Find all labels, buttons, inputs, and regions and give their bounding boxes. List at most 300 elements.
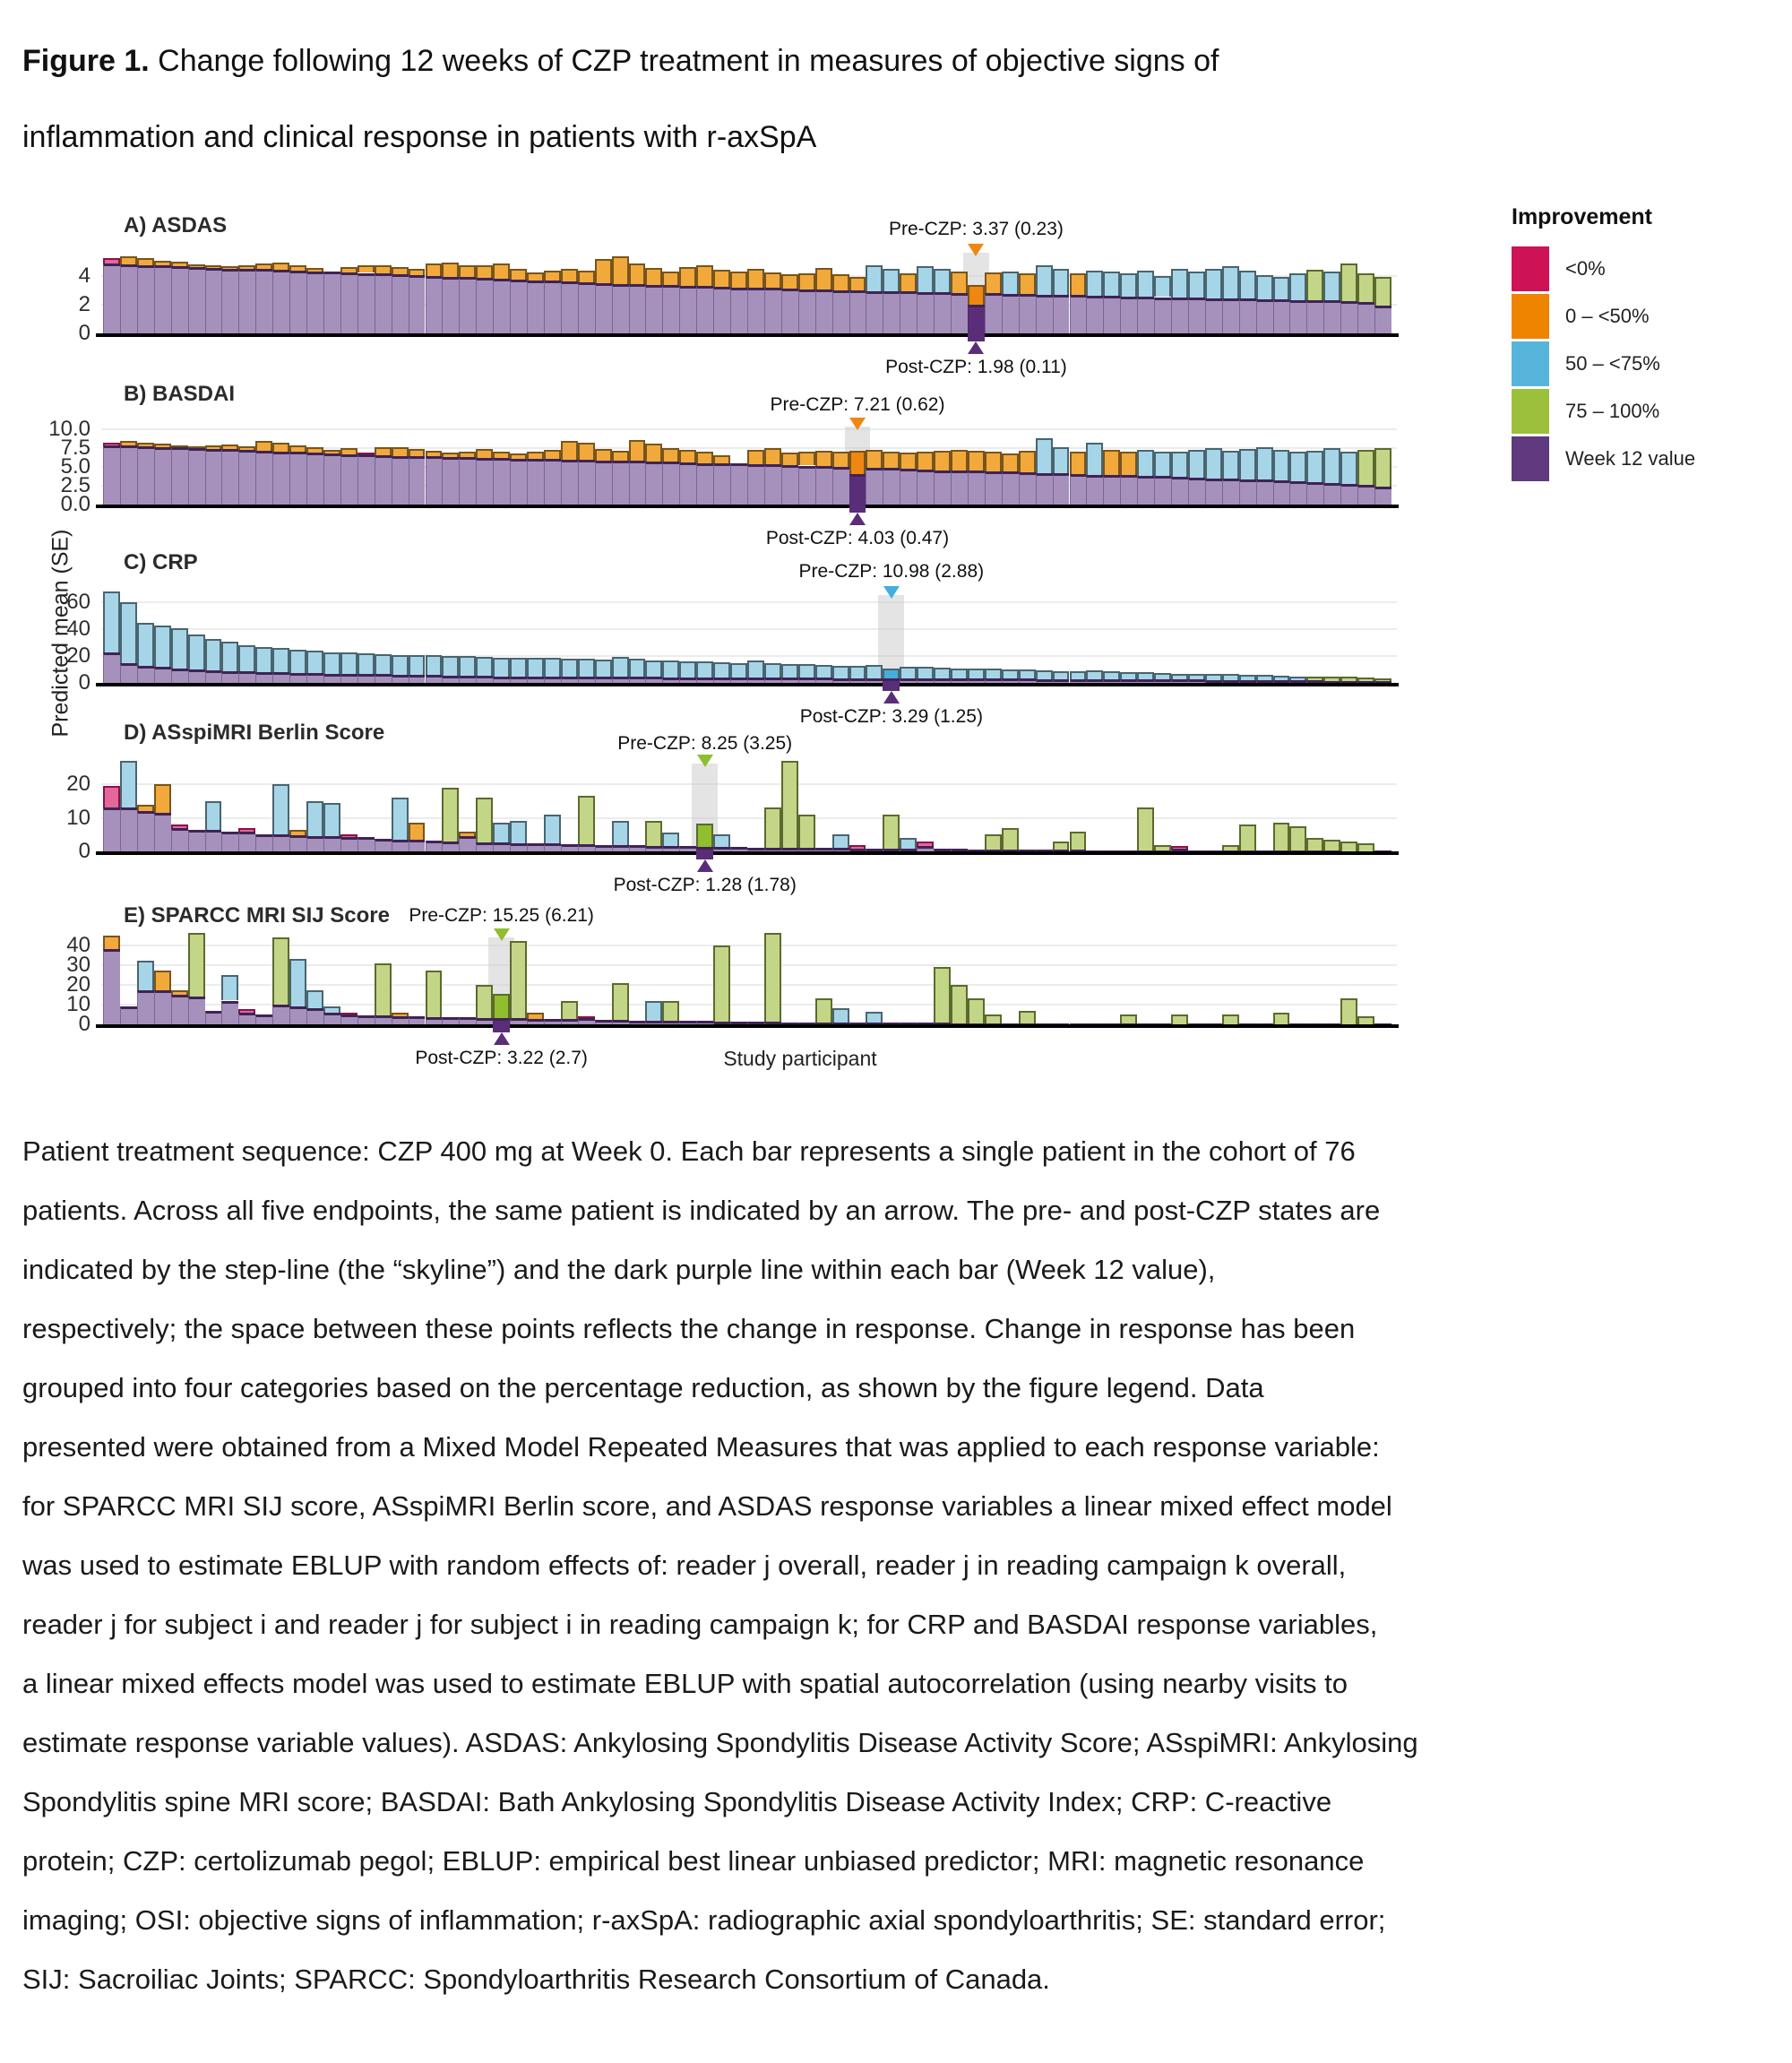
bar-week12-segment: [781, 465, 798, 505]
bar-week12-segment: [392, 675, 409, 683]
bar-week12-segment: [323, 1013, 340, 1024]
bar-change-segment: [409, 449, 426, 456]
bar-week12-segment: [238, 269, 255, 333]
post-czp-arrow-icon: [494, 1032, 510, 1045]
bar-change-segment: [426, 451, 443, 457]
bar-change-segment: [866, 265, 883, 291]
bar-week12-segment: [358, 454, 375, 505]
bar-week12-segment: [1374, 306, 1391, 333]
bar-change-segment: [340, 448, 358, 454]
bar-change-segment: [1171, 1014, 1188, 1024]
bar-week12-segment: [306, 1008, 323, 1024]
bar-change-segment: [171, 824, 188, 828]
y-tick-label: 2.5: [60, 473, 90, 498]
bar-change-segment: [849, 845, 866, 849]
bar-change-segment: [1086, 271, 1103, 296]
bar-change-segment: [442, 263, 459, 276]
bar-change-segment: [883, 452, 900, 468]
bar-week12-segment: [578, 1018, 595, 1024]
bar-change-segment: [323, 803, 340, 837]
bar-change-segment: [1019, 451, 1036, 472]
bar-week12-segment: [1239, 479, 1256, 505]
bar-week12-segment: [272, 834, 289, 851]
bar-change-segment: [866, 1012, 883, 1023]
bar-week12-segment: [1086, 475, 1103, 505]
bar-change-segment: [595, 259, 612, 283]
bar-week12-segment: [426, 456, 443, 505]
bar-week12-segment: [289, 452, 306, 505]
bar-week12-segment: [510, 677, 527, 684]
bar-change-segment: [713, 662, 730, 678]
bar-week12-segment: [409, 840, 426, 851]
bar-change-segment: [934, 451, 951, 470]
bar-week12-segment: [595, 677, 612, 683]
bar-change-segment: [544, 450, 561, 459]
bar-change-segment: [900, 273, 917, 291]
bar-change-segment: [832, 1008, 849, 1023]
bar-week12-segment: [426, 841, 443, 851]
bar-week12-segment: [527, 843, 544, 851]
bar-change-segment: [900, 838, 917, 849]
panel-label-basdai: B) BASDAI: [124, 382, 235, 406]
bar-week12-segment: [238, 450, 255, 505]
caption-line: a linear mixed effects model was used to estimate EBLUP with spatial autocorrelation (using nearby visits to: [22, 1668, 1348, 1699]
bar-week12-segment: [510, 1018, 527, 1024]
bar-week12-segment: [1306, 482, 1323, 505]
bar-change-segment: [476, 985, 493, 1018]
bar-week12-segment: [1289, 481, 1306, 505]
bar-change-segment: [103, 443, 120, 445]
bar-change-segment: [272, 937, 289, 1005]
bar-week12-segment: [409, 1016, 426, 1024]
bar-week12-segment: [696, 463, 713, 505]
y-tick-label: 20: [66, 971, 90, 997]
legend-label-0-50: 0 – <50%: [1565, 304, 1650, 327]
bar-change-segment: [1340, 842, 1357, 851]
bar-week12-segment: [832, 467, 849, 505]
bar-change-segment: [1323, 840, 1340, 850]
bar-week12-segment: [103, 263, 120, 333]
bar-week12-segment: [1323, 300, 1340, 333]
y-tick-label: 2: [78, 291, 90, 316]
legend-item-0-50: [1512, 292, 1780, 340]
bar-change-segment: [883, 269, 900, 291]
bar-change-segment: [1053, 269, 1070, 295]
bar-change-segment: [951, 985, 968, 1023]
bar-change-segment: [1273, 277, 1290, 299]
bar-change-segment: [629, 263, 646, 284]
bar-change-segment: [951, 450, 968, 470]
bar-change-segment: [696, 265, 713, 287]
bar-change-segment: [289, 650, 306, 673]
bar-change-segment: [798, 452, 815, 465]
gridline: [101, 628, 1397, 630]
bar-week12-segment: [120, 445, 137, 505]
bar-change-segment: [205, 445, 222, 449]
bar-change-segment: [340, 652, 358, 673]
bar-week12-segment: [442, 457, 459, 505]
bar-change-segment: [645, 268, 662, 285]
bar-change-segment: [747, 660, 764, 678]
bar-change-segment: [1222, 1014, 1239, 1024]
post-czp-label: Post-CZP: 4.03 (0.47): [765, 528, 950, 548]
bar-change-segment: [340, 1013, 358, 1014]
bar-week12-segment: [188, 669, 205, 683]
bar-change-segment: [272, 648, 289, 672]
bar-week12-segment: [306, 453, 323, 505]
y-tick-label: 0: [78, 321, 90, 345]
bar-week12-segment: [255, 672, 272, 683]
bar-change-segment: [730, 272, 747, 288]
bar-week12-segment: [561, 460, 578, 505]
bar-change-segment: [426, 655, 443, 675]
bar-change-segment: [1002, 272, 1019, 294]
pre-czp-arrow-icon: [849, 418, 866, 430]
bar-change-segment: [1273, 1013, 1290, 1024]
bar-week12-segment: [137, 265, 154, 333]
bar-change-segment: [527, 272, 544, 281]
legend-swatch-blue: [1512, 341, 1549, 386]
bar-change-segment: [1306, 451, 1323, 482]
bar-change-segment: [289, 265, 306, 271]
bar-change-segment: [1357, 450, 1374, 485]
bar-change-segment: [154, 444, 171, 447]
bar-change-segment: [1340, 263, 1357, 301]
bar-week12-segment: [340, 272, 358, 333]
bar-week12-segment: [171, 828, 188, 851]
bar-change-segment: [1137, 271, 1154, 297]
bar-change-segment: [375, 963, 392, 1016]
bar-change-segment: [120, 602, 137, 663]
bar-week12-segment: [866, 468, 883, 505]
y-tick-label: 20: [66, 643, 90, 668]
bar-week12-segment: [306, 836, 323, 851]
bar-week12-segment: [358, 1015, 375, 1024]
x-axis-line: [96, 333, 1399, 337]
bar-change-segment: [137, 961, 154, 990]
pre-czp-label: Pre-CZP: 7.21 (0.62): [770, 394, 945, 415]
bar-change-segment: [493, 823, 510, 842]
bar-week12-segment: [137, 446, 154, 505]
bar-change-segment: [1086, 443, 1103, 474]
bar-week12-segment: [1222, 298, 1239, 333]
bar-change-segment: [1070, 832, 1087, 850]
bar-change-segment: [1222, 845, 1239, 850]
bar-change-segment: [849, 277, 866, 291]
bar-week12-segment: [205, 1011, 222, 1024]
post-czp-arrow-icon: [883, 691, 900, 703]
bar-week12-segment: [832, 290, 849, 333]
bar-change-segment: [459, 656, 476, 676]
post-czp-tab: [883, 683, 900, 691]
y-axis-label: Predicted mean (SE): [47, 529, 73, 738]
bar-change-segment: [340, 834, 358, 836]
bar-change-segment: [120, 441, 137, 445]
bar-week12-segment: [358, 273, 375, 334]
bar-week12-segment: [459, 836, 476, 851]
bar-week12-segment: [510, 459, 527, 505]
figure-title-line2: inflammation and clinical response in patients with r-axSpA: [22, 120, 817, 154]
bar-change-segment: [103, 786, 120, 807]
y-tick-label: 4: [78, 263, 90, 288]
bar-change-segment: [1070, 273, 1087, 296]
bar-change-segment: [781, 664, 798, 678]
bar-change-segment: [764, 448, 781, 464]
bar-week12-segment: [1289, 300, 1306, 333]
bar-week12-segment: [205, 670, 222, 683]
caption-line: estimate response variable values). ASDAS: Ankylosing Spondylitis Disease Activity Score; ASspiMRI: Ankylosing: [22, 1727, 1418, 1758]
post-czp-tab: [849, 505, 866, 513]
bar-week12-segment: [849, 474, 866, 505]
bar-week12-segment: [375, 674, 392, 683]
bar-change-segment: [561, 269, 578, 281]
bar-week12-segment: [934, 292, 951, 333]
bar-week12-segment: [120, 1006, 137, 1024]
bar-week12-segment: [493, 677, 510, 684]
bar-week12-segment: [171, 266, 188, 333]
bar-change-segment: [493, 263, 510, 279]
bar-week12-segment: [968, 305, 985, 333]
bar-change-segment: [1154, 452, 1171, 477]
bar-week12-segment: [917, 470, 934, 505]
bar-change-segment: [1289, 273, 1306, 299]
bar-week12-segment: [171, 669, 188, 684]
bar-week12-segment: [764, 464, 781, 505]
bar-week12-segment: [798, 289, 815, 334]
bar-change-segment: [713, 455, 730, 464]
bar-change-segment: [629, 659, 646, 677]
bar-week12-segment: [103, 949, 120, 1024]
bar-change-segment: [917, 842, 934, 847]
bar-week12-segment: [1374, 487, 1391, 505]
bar-change-segment: [561, 1001, 578, 1020]
bar-week12-segment: [1357, 302, 1374, 333]
bar-week12-segment: [289, 1006, 306, 1024]
bar-week12-segment: [662, 462, 679, 505]
bar-week12-segment: [764, 288, 781, 333]
bar-change-segment: [375, 654, 392, 675]
bar-change-segment: [595, 660, 612, 677]
bar-change-segment: [409, 823, 426, 840]
bar-change-segment: [1171, 674, 1188, 680]
bar-week12-segment: [289, 271, 306, 333]
bar-week12-segment: [1188, 478, 1205, 505]
bar-week12-segment: [696, 286, 713, 333]
bar-change-segment: [1053, 671, 1070, 679]
bar-change-segment: [358, 453, 375, 454]
bar-change-segment: [1086, 670, 1103, 679]
bar-week12-segment: [798, 466, 815, 505]
bar-week12-segment: [493, 279, 510, 333]
bar-change-segment: [1222, 451, 1239, 479]
bar-change-segment: [323, 450, 340, 453]
post-czp-tab: [696, 851, 713, 859]
bar-week12-segment: [409, 456, 426, 505]
bar-week12-segment: [527, 677, 544, 684]
pre-czp-arrow-icon: [968, 244, 984, 256]
bar-week12-segment: [238, 832, 255, 852]
bar-week12-segment: [713, 463, 730, 505]
bar-change-segment: [747, 269, 764, 287]
bar-change-segment: [306, 447, 323, 453]
bar-change-segment: [832, 834, 849, 848]
bar-change-segment: [238, 1009, 255, 1012]
figure-number: Figure 1.: [22, 44, 150, 78]
bar-week12-segment: [205, 449, 222, 505]
bar-week12-segment: [629, 461, 646, 505]
bar-change-segment: [1374, 277, 1391, 305]
legend-title: Improvement: [1512, 204, 1652, 229]
bar-week12-segment: [883, 291, 900, 333]
bar-change-segment: [221, 445, 238, 449]
bar-change-segment: [476, 265, 493, 278]
bar-change-segment: [120, 256, 137, 264]
bar-change-segment: [1188, 674, 1205, 680]
post-czp-tab: [493, 1024, 510, 1032]
post-czp-label: Post-CZP: 1.28 (1.78): [613, 875, 797, 895]
caption-line: imaging; OSI: objective signs of inflammation; r-axSpA: radiographic axial spondyloarthritis; SE: standard error;: [22, 1904, 1386, 1936]
bar-week12-segment: [849, 290, 866, 333]
pre-czp-arrow-icon: [697, 755, 713, 767]
bar-change-segment: [679, 267, 696, 286]
bar-change-segment: [510, 941, 527, 1018]
bar-change-segment: [272, 263, 289, 270]
bar-week12-segment: [409, 275, 426, 333]
bar-week12-segment: [171, 995, 188, 1024]
bar-week12-segment: [306, 272, 323, 333]
bar-week12-segment: [272, 1005, 289, 1024]
bar-week12-segment: [459, 676, 476, 683]
bar-change-segment: [662, 448, 679, 462]
y-tick-label: 0: [78, 670, 90, 695]
bar-week12-segment: [1306, 300, 1323, 333]
bar-change-segment: [713, 945, 730, 1022]
bar-change-segment: [137, 258, 154, 264]
legend-swatch-orange: [1512, 294, 1549, 339]
bar-week12-segment: [1120, 475, 1137, 505]
bar-week12-segment: [1070, 295, 1087, 333]
y-tick-label: 0.0: [60, 492, 90, 516]
bar-week12-segment: [1103, 475, 1120, 505]
bar-change-segment: [662, 1001, 679, 1022]
bar-change-segment: [764, 272, 781, 289]
bar-change-segment: [238, 446, 255, 450]
y-tick-label: 20: [66, 772, 90, 796]
bar-week12-segment: [426, 1017, 443, 1024]
panel-label-sparcc: E) SPARCC MRI SIJ Score: [124, 903, 390, 928]
legend: [1512, 204, 1780, 482]
bar-change-segment: [1256, 447, 1273, 479]
bar-change-segment: [917, 452, 934, 469]
pre-czp-label: Pre-CZP: 10.98 (2.88): [798, 561, 985, 582]
bar-change-segment: [459, 265, 476, 278]
bar-change-segment: [561, 659, 578, 677]
bar-change-segment: [375, 265, 392, 274]
bar-week12-segment: [1019, 472, 1036, 505]
bar-week12-segment: [544, 843, 561, 851]
bar-change-segment: [612, 657, 629, 677]
y-tick-label: 7.5: [60, 436, 90, 461]
bar-week12-segment: [629, 845, 646, 851]
bar-change-segment: [1256, 275, 1273, 299]
bar-week12-segment: [1205, 298, 1222, 333]
bar-week12-segment: [358, 837, 375, 851]
bar-week12-segment: [323, 453, 340, 505]
gridline: [101, 601, 1397, 603]
caption-line: Patient treatment sequence: CZP 400 mg at Week 0. Each bar represents a single patient in the cohort of 76: [22, 1135, 1356, 1167]
bar-change-segment: [866, 665, 883, 678]
bar-week12-segment: [358, 674, 375, 683]
bar-change-segment: [1357, 1016, 1374, 1024]
bar-change-segment: [985, 669, 1002, 678]
bar-change-segment: [527, 452, 544, 459]
bar-week12-segment: [645, 462, 662, 505]
bar-week12-segment: [595, 283, 612, 333]
bar-week12-segment: [255, 834, 272, 851]
bar-week12-segment: [1273, 299, 1290, 333]
bar-change-segment: [612, 821, 629, 845]
bar-change-segment: [1357, 273, 1374, 302]
bar-change-segment: [459, 832, 476, 837]
figure-caption: [22, 1122, 1752, 2009]
bar-change-segment: [154, 971, 171, 990]
pre-czp-label: Pre-CZP: 3.37 (0.23): [888, 219, 1064, 239]
bar-week12-segment: [493, 458, 510, 505]
bar-change-segment: [171, 445, 188, 448]
bar-change-segment: [188, 933, 205, 997]
bar-change-segment: [1205, 269, 1222, 298]
legend-item-75-100: [1512, 387, 1780, 435]
bar-week12-segment: [900, 469, 917, 505]
bar-week12-segment: [1053, 473, 1070, 505]
bar-change-segment: [171, 628, 188, 669]
bar-week12-segment: [1340, 484, 1357, 505]
x-axis-line: [96, 683, 1399, 686]
bar-change-segment: [1137, 807, 1154, 850]
bar-change-segment: [1053, 447, 1070, 473]
bar-change-segment: [730, 663, 747, 678]
bar-change-segment: [662, 272, 679, 285]
bar-change-segment: [1188, 450, 1205, 478]
legend-label-75-100: 75 – 100%: [1565, 399, 1660, 422]
gridline: [101, 945, 1397, 946]
bar-week12-segment: [561, 844, 578, 851]
bar-change-segment: [832, 666, 849, 678]
bar-week12-segment: [255, 269, 272, 333]
bar-week12-segment: [561, 677, 578, 683]
bar-week12-segment: [679, 286, 696, 333]
bar-week12-segment: [1154, 298, 1171, 334]
bar-week12-segment: [544, 677, 561, 684]
bar-change-segment: [781, 761, 798, 848]
y-tick-label: 30: [66, 952, 90, 977]
bar-change-segment: [1154, 673, 1171, 679]
caption-line: for SPARCC MRI SIJ score, ASspiMRI Berlin score, and ASDAS response variables a linear mixed effect model: [22, 1490, 1392, 1522]
bar-change-segment: [849, 666, 866, 678]
bar-change-segment: [1374, 678, 1391, 681]
bar-change-segment: [679, 661, 696, 678]
bar-week12-segment: [476, 1018, 493, 1024]
bar-week12-segment: [442, 1017, 459, 1024]
bar-change-segment: [306, 268, 323, 272]
bar-week12-segment: [154, 265, 171, 333]
bar-change-segment: [392, 267, 409, 274]
bar-change-segment: [1019, 669, 1036, 678]
bar-week12-segment: [476, 842, 493, 852]
bar-week12-segment: [459, 277, 476, 333]
bar-change-segment: [1289, 826, 1306, 850]
legend-swatch-pink: [1512, 246, 1549, 291]
